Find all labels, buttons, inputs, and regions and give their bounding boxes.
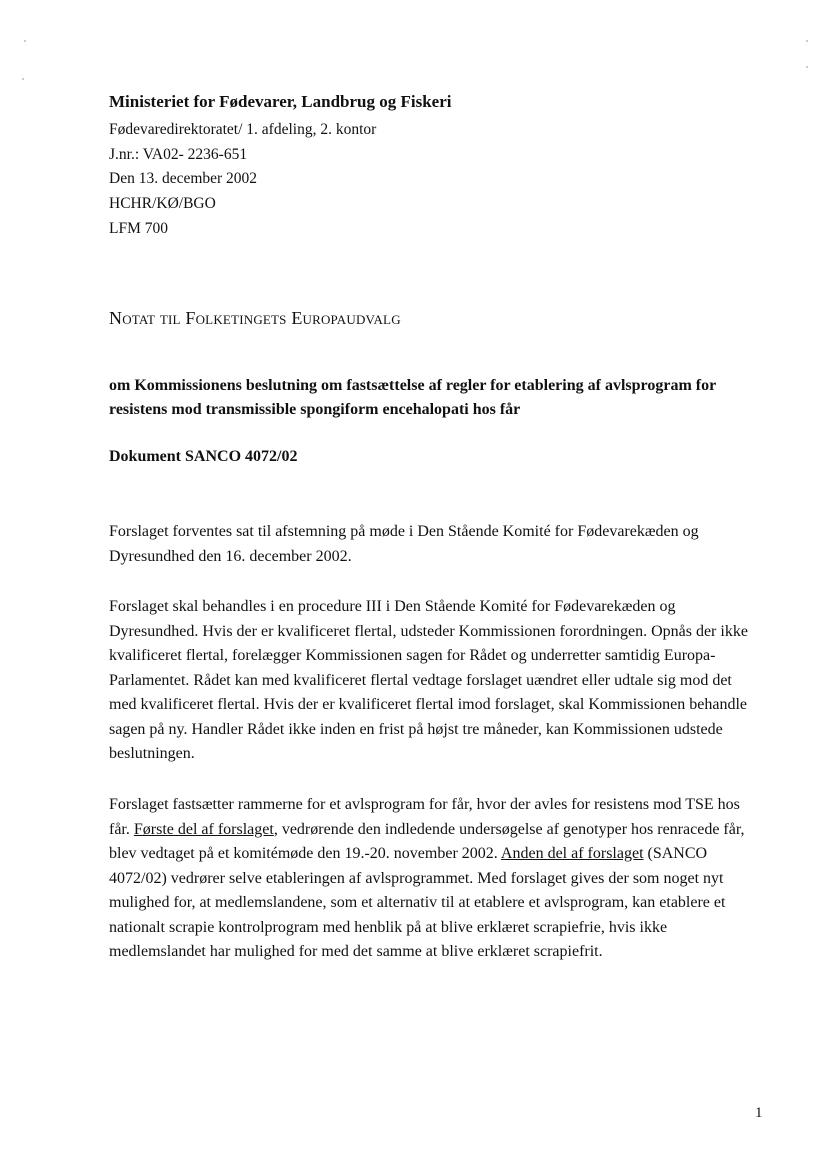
subject-heading: om Kommissionens beslutning om fastsættelse af regler for etablering af avlsprogram for resistens mod transmissible spongiform encehalopati hos får [109, 377, 716, 418]
author-initials: HCHR/KØ/BGO [109, 195, 216, 213]
document-date: Den 13. december 2002 [109, 170, 258, 188]
paragraph-text: , vedrørende den indledende undersøgelse af genotyper hos renracede får, blev vedtaget på et komitémøde den 19.-20. november 2002. [109, 820, 745, 862]
ministry-name: Ministeriet for Fødevarer, Landbrug og Fiskeri [109, 92, 452, 111]
paragraph-content [109, 793, 759, 965]
document-title: Notat til Folketingets Europaudvalg [109, 308, 401, 328]
paragraph-text: (SANCO 4072/02) vedrører selve etableringen af avlsprogrammet. Med forslaget gives der som noget nyt mulighed for, at medlemslandene, som et alternativ til at etablere et avlsprogram, kan etablere et nationalt scrapie kontrolprogram med henblik på at blive erklæret scrapiefrie, hvis ikke medlemslandet har mulighed for med det samme at blive erklæret scrapiefrit. [109, 845, 726, 960]
scan-speck [806, 40, 808, 42]
first-part-link[interactable]: Første del af forslaget [133, 820, 274, 838]
document-reference: Dokument SANCO 4072/02 [109, 448, 298, 465]
scan-speck [22, 78, 24, 80]
scan-speck [24, 40, 26, 42]
paragraph-procedure: Forslaget skal behandles i en procedure III i Den Stående Komité for Fødevarekæden og Dyresundhed. Hvis der er kvalificeret flertal, udsteder Kommissionen forordningen. Opnås der ikke kvalificeret flertal, forelægger Kommissionen sagen for Rådet og underretter samtidig Europa-Parlamentet. Rådet kan med kvalificeret flertal vedtage forslaget uændret eller udtale sig mod det med kvalificeret flertal. Hvis der er kvalificeret flertal imod forslaget, skal Kommissionen behandle sagen på ny. Handler Rådet ikke inden en frist på højst tre måneder, kan Kommissionen udstede beslutningen. [109, 598, 748, 762]
reference-code: LFM 700 [109, 219, 168, 237]
page-number: 1 [755, 1105, 763, 1121]
department-line: Fødevaredirektoratet/ 1. afdeling, 2. kontor [109, 121, 377, 138]
paragraph-voting: Forslaget forventes sat til afstemning på møde i Den Stående Komité for Fødevarekæden og Dyresundhed den 16. december 2002. [109, 523, 699, 565]
scan-speck [806, 66, 808, 68]
letterhead [109, 92, 452, 242]
paragraph-text: Forslaget fastsætter rammerne for et avlsprogram for får, hvor der avles for resistens mod TSE hos får. [109, 796, 740, 838]
journal-number: J.nr.: VA02- 2236-651 [109, 145, 248, 163]
second-part-link[interactable]: Anden del af forslaget [500, 845, 644, 862]
